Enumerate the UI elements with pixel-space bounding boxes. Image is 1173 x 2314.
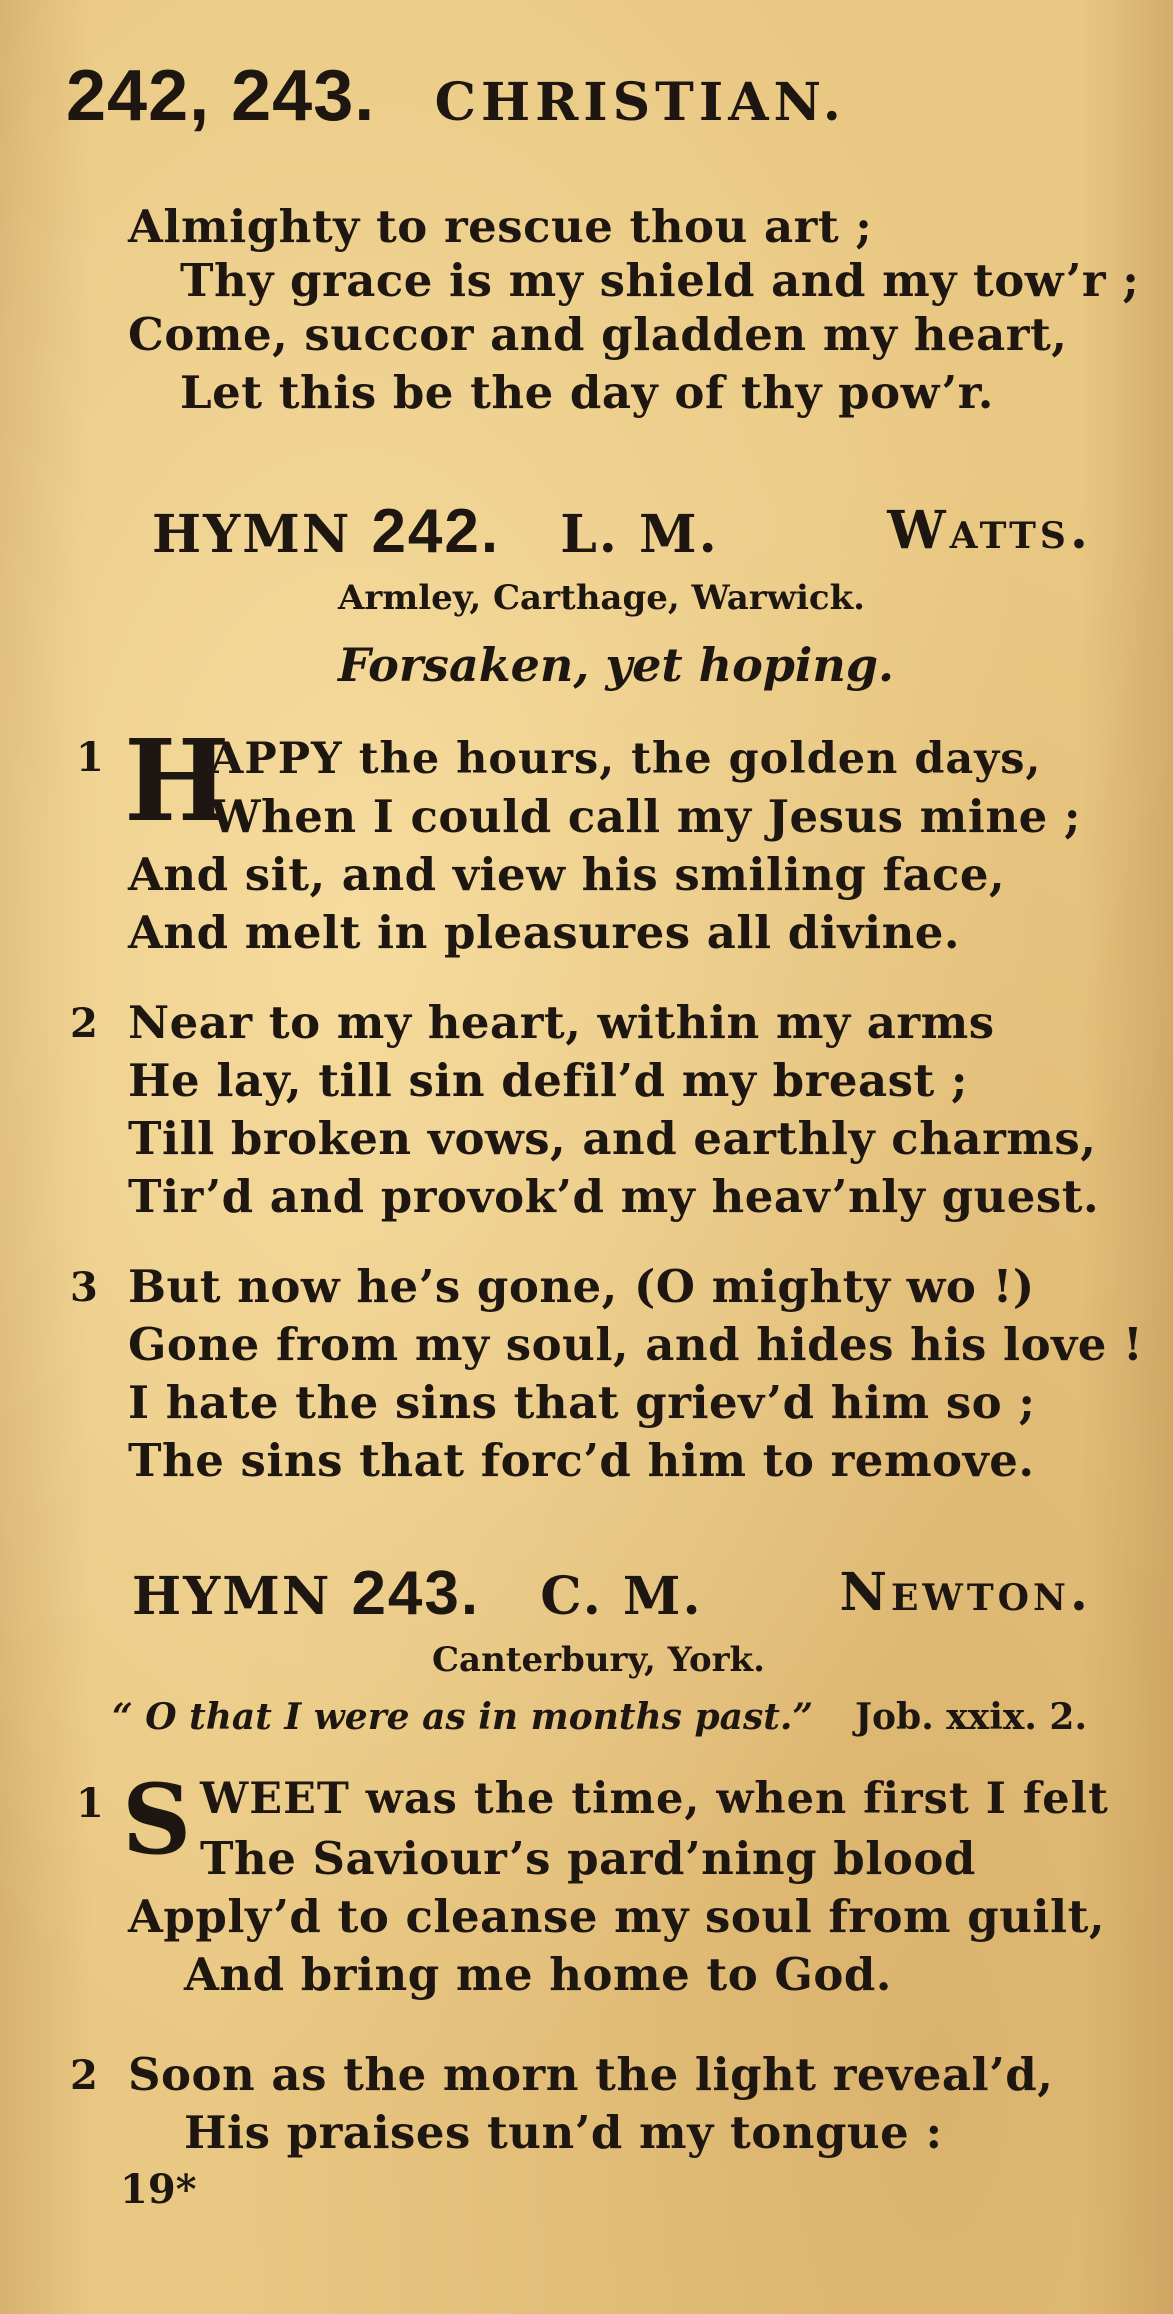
hymn-242-meter: L. M. [560, 504, 719, 565]
continuation-line-3: Come, succor and gladden my heart, [128, 308, 1068, 361]
stanza-line: Till broken vows, and earthly charms, [128, 1112, 1097, 1165]
stanza-line: His praises tun’d my tongue : [184, 2106, 943, 2159]
stanza-line: But now he’s gone, (O mighty wo !) [128, 1260, 1035, 1313]
hymn-242-heading [152, 496, 1092, 567]
stanza-number: 2 [70, 1000, 98, 1047]
running-head [66, 55, 846, 137]
stanza-line: WEET was the time, when first I felt [200, 1774, 1109, 1824]
signature-mark: 19* [120, 2166, 197, 2213]
continuation-line-4: Let this be the day of thy pow’r. [180, 366, 994, 419]
stanza-line: The Saviour’s pard’ning blood [200, 1832, 976, 1885]
stanza-line: APPY the hours, the golden days, [210, 734, 1042, 784]
hymn-243-label: HYMN [132, 1566, 332, 1627]
hymn-243-scripture [112, 1696, 1087, 1738]
hymn-243-tunes: Canterbury, York. [432, 1640, 765, 1680]
running-title: CHRISTIAN. [434, 72, 846, 133]
hymn-242-author: Watts. [887, 500, 1092, 561]
stanza-line: Near to my heart, within my arms [128, 996, 995, 1049]
continuation-line-2: Thy grace is my shield and my tow’r ; [180, 254, 1140, 307]
hymn-243-meter: C. M. [540, 1566, 703, 1627]
stanza-line: He lay, till sin defil’d my breast ; [128, 1054, 969, 1107]
stanza-line: Soon as the morn the light reveal’d, [128, 2048, 1054, 2101]
stanza-number: 3 [70, 1264, 98, 1311]
hymn-243-number: 243. [351, 1559, 481, 1628]
stanza-number: 1 [76, 734, 104, 781]
hymn-243-author: Newton. [839, 1562, 1092, 1623]
stanza-line: Apply’d to cleanse my soul from guilt, [128, 1890, 1106, 1943]
hymn-243-heading [132, 1558, 1092, 1629]
stanza-line: The sins that forc’d him to remove. [128, 1434, 1035, 1487]
drop-cap: S [122, 1763, 192, 1876]
hymn-242-tunes: Armley, Carthage, Warwick. [338, 578, 865, 618]
drop-cap: H [124, 716, 230, 847]
stanza-line: And sit, and view his smiling face, [128, 848, 1006, 901]
hymn-242-number: 242. [371, 497, 501, 566]
scripture-reference: Job. xxix. 2. [855, 1696, 1087, 1738]
stanza-line: And melt in pleasures all divine. [128, 906, 961, 959]
stanza-line: When I could call my Jesus mine ; [210, 790, 1081, 843]
stanza-line: Tir’d and provok’d my heav’nly guest. [128, 1170, 1100, 1223]
stanza-line: And bring me home to God. [184, 1948, 892, 2001]
page-hymn-numbers: 242, 243. [66, 56, 376, 136]
hymn-242-label: HYMN [152, 504, 352, 565]
stanza-line: I hate the sins that griev’d him so ; [128, 1376, 1036, 1429]
stanza-line: Gone from my soul, and hides his love ! [128, 1318, 1144, 1371]
continuation-line-1: Almighty to rescue thou art ; [128, 200, 873, 253]
hymn-242-subtitle: Forsaken, yet hoping. [338, 638, 895, 692]
scripture-quote: “ O that I were as in months past.” [112, 1696, 814, 1738]
stanza-number: 1 [76, 1780, 104, 1827]
stanza-number: 2 [70, 2052, 98, 2099]
